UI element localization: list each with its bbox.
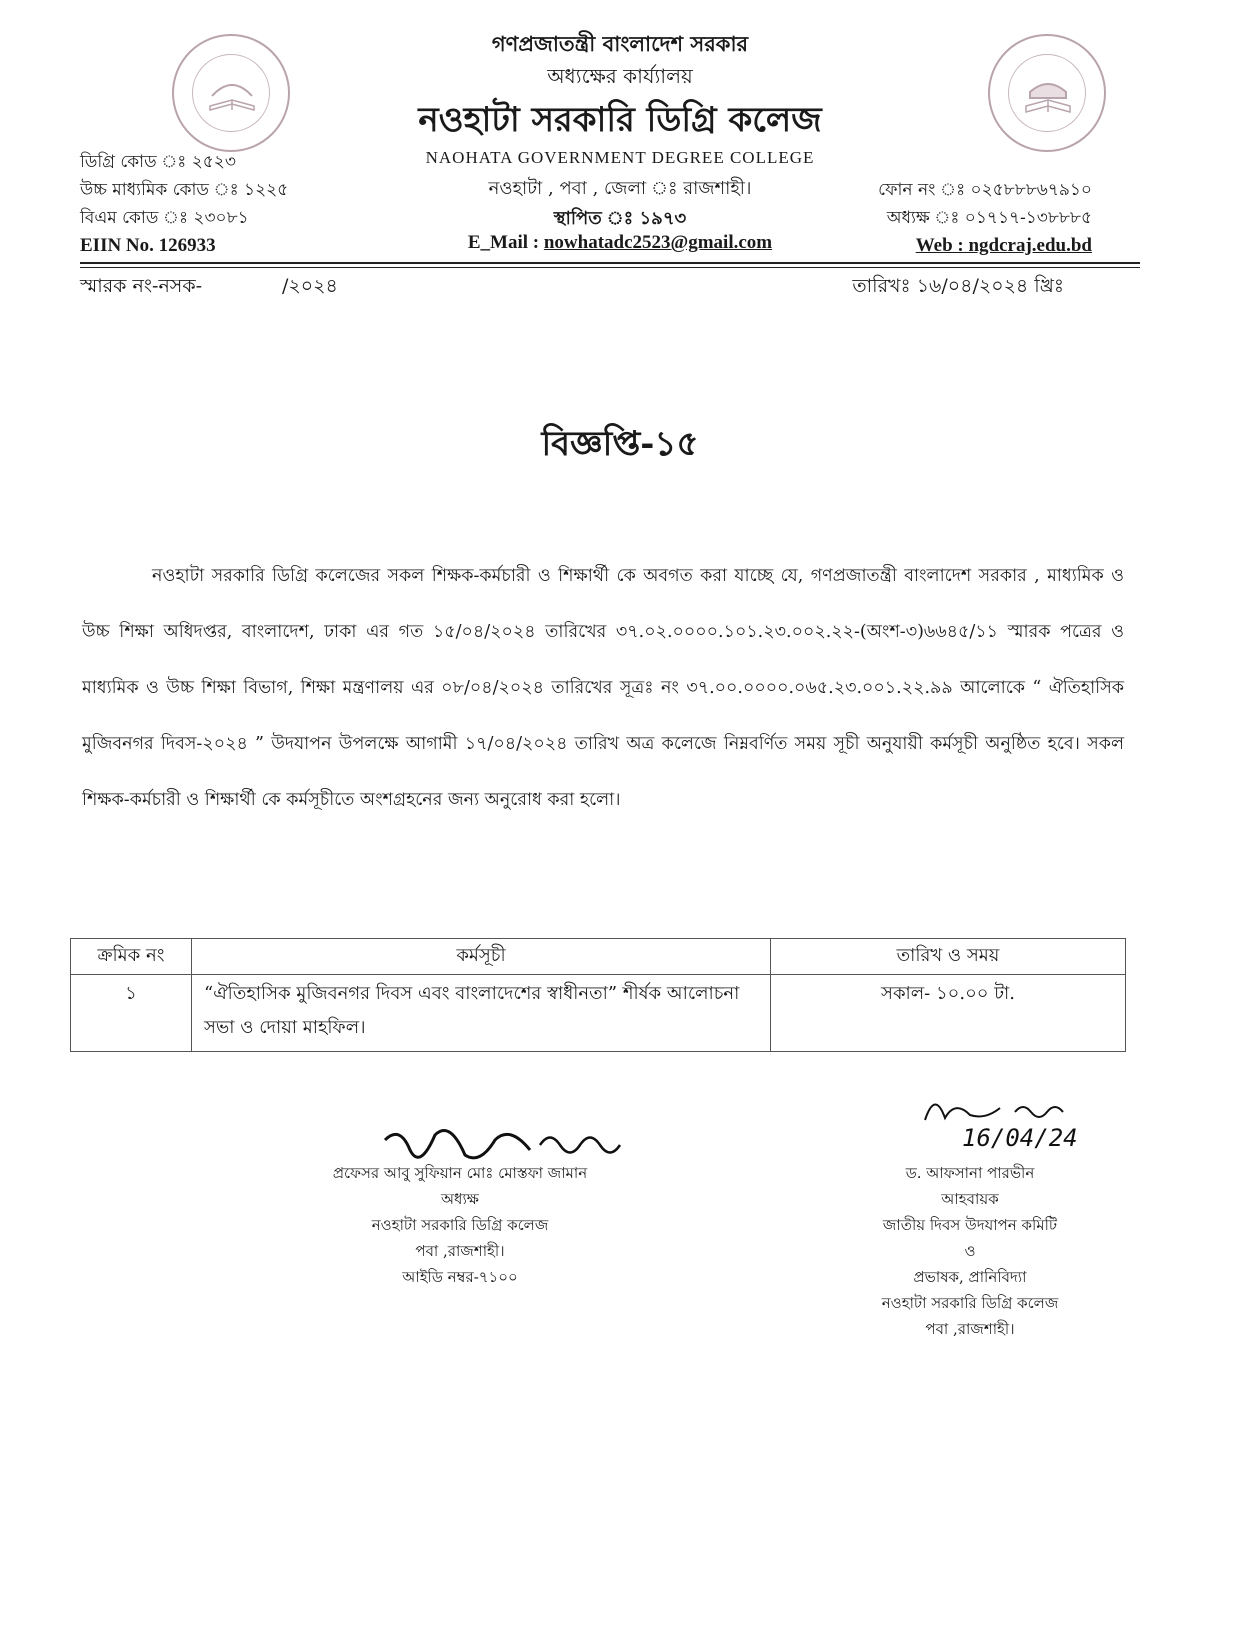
principal-org: নওহাটা সরকারি ডিগ্রি কলেজ xyxy=(371,1216,549,1234)
principal-name: প্রফেসর আবু সুফিয়ান মোঃ মোস্তফা জামান xyxy=(332,1164,588,1182)
email-label: E_Mail : xyxy=(467,232,544,253)
convener-title: আহবায়ক xyxy=(941,1190,999,1208)
row-time: সকাল- ১০.০০ টা. xyxy=(771,975,1126,1052)
notice-body-text: নওহাটা সরকারি ডিগ্রি কলেজের সকল শিক্ষক-কর্মচারী ও শিক্ষার্থী কে অবগত করা যাচ্ছে যে, গণপ্রজাতন্ত্রী বাংলাদেশ সরকার , মাধ্যমিক ও উচ্চ শিক্ষা অধিদপ্তর, বাংলাদেশ, ঢাকা এর গত ১৫/০৪/২০২৪ তারিখের ৩৭.০২.০০০০.১০১.২৩.০০২.২২-(অংশ-৩)৬৬৪৫/১১ স্মারক পত্রের ও মাধ্যমিক ও উচ্চ শিক্ষা বিভাগ, শিক্ষা মন্ত্রণালয় এর ০৮/০৪/২০২৪ তারিখের সূত্রঃ নং ৩৭.০০.০০০০.০৬৫.২৩.০০১.২২.৯৯ আলোকে “ ঐতিহাসিক মুজিবনগর দিবস-২০২৪ ” উদযাপন উপলক্ষে আগামী ১৭/০৪/২০২৪ তারিখ অত্র কলেজে নিম্নবর্ণিত সময় সূচী অনুযায়ী কর্মসূচী অনুষ্ঠিত হবে। সকল শিক্ষক-কর্মচারী ও শিক্ষার্থী কে কর্মসূচীতে অংশগ্রহনের জন্য অনুরোধ করা হলো। xyxy=(82,566,1124,810)
principal-signature-block xyxy=(280,1160,640,1290)
college-seal-right xyxy=(988,34,1106,152)
convener-org: নওহাটা সরকারি ডিগ্রি কলেজ xyxy=(881,1294,1059,1312)
college-seal-left xyxy=(172,34,290,152)
principal-id: আইডি নম্বর-৭১০০ xyxy=(402,1268,518,1286)
col-serial: ক্রমিক নং xyxy=(71,939,192,975)
college-name-bn: নওহাটা সরকারি ডিগ্রি কলেজ xyxy=(418,100,822,140)
memo-date: তারিখঃ ১৬/০৪/২০২৪ খ্রিঃ xyxy=(852,275,1064,297)
book-emblem-icon xyxy=(202,66,262,122)
convener-designation: প্রভাষক, প্রানিবিদ্যা xyxy=(913,1268,1027,1286)
notice-title: বিজ্ঞপ্তি-১৫ xyxy=(541,424,699,464)
convener-committee: জাতীয় দিবস উদযাপন কমিটি xyxy=(882,1216,1058,1234)
notice-body xyxy=(82,548,1124,828)
principal-place: পবা ,রাজশাহী। xyxy=(415,1242,505,1260)
memo-year: /২০২৪ xyxy=(282,275,338,297)
left-info-block xyxy=(80,148,288,260)
convener-place: পবা ,রাজশাহী। xyxy=(925,1320,1015,1338)
phone-number: ফোন নং ঃ ০২৫৮৮৮৬৭৯১০ xyxy=(878,180,1092,200)
convener-signature-block xyxy=(840,1160,1100,1342)
row-program: “ঐতিহাসিক মুজিবনগর দিবস এবং বাংলাদেশের স্বাধীনতা” শীর্ষক আলোচনা সভা ও দোয়া মাহফিল। xyxy=(192,975,771,1052)
degree-code: ডিগ্রি কোড ঃ ২৫২৩ xyxy=(80,152,236,172)
convener-and: ও xyxy=(964,1242,976,1260)
header-divider-thin xyxy=(80,267,1140,268)
principal-phone: অধ্যক্ষ ঃ ০১৭১৭-১৩৮৮৮৫ xyxy=(886,208,1092,228)
convener-name: ড. আফসানা পারভীন xyxy=(905,1164,1035,1182)
memo-ref: স্মারক নং-নসক- xyxy=(80,275,203,297)
right-info-block xyxy=(878,176,1092,260)
govt-name: গণপ্রজাতন্ত্রী বাংলাদেশ সরকার xyxy=(491,31,749,56)
hsc-code: উচ্চ মাধ্যমিক কোড ঃ ১২২৫ xyxy=(80,180,289,200)
schedule-table xyxy=(70,938,1126,1052)
table-header-row xyxy=(71,939,1126,975)
email-link[interactable]: nowhatadc2523@gmail.com xyxy=(543,232,773,253)
office-name: অধ্যক্ষের কার্য্যালয় xyxy=(547,64,693,88)
table-row xyxy=(71,975,1126,1052)
website-link[interactable]: Web : ngdcraj.edu.bd xyxy=(915,235,1092,256)
row-serial: ১ xyxy=(71,975,192,1052)
established-year: স্থাপিত ঃ ১৯৭৩ xyxy=(553,208,687,229)
principal-title: অধ্যক্ষ xyxy=(441,1190,479,1208)
header-divider xyxy=(80,262,1140,264)
college-address: নওহাটা , পবা , জেলা ঃ রাজশাহী। xyxy=(488,178,752,199)
col-program: কর্মসূচী xyxy=(192,939,771,975)
book-emblem-icon xyxy=(1018,66,1078,122)
bm-code: বিএম কোড ঃ ২৩০৮১ xyxy=(80,208,249,228)
college-name-en: NAOHATA GOVERNMENT DEGREE COLLEGE xyxy=(425,148,815,167)
eiin-number: EIIN No. 126933 xyxy=(80,235,216,256)
col-time: তারিখ ও সময় xyxy=(771,939,1126,975)
email-line xyxy=(310,232,930,254)
convener-handwritten-date: 16/04/24 xyxy=(962,1124,1078,1152)
